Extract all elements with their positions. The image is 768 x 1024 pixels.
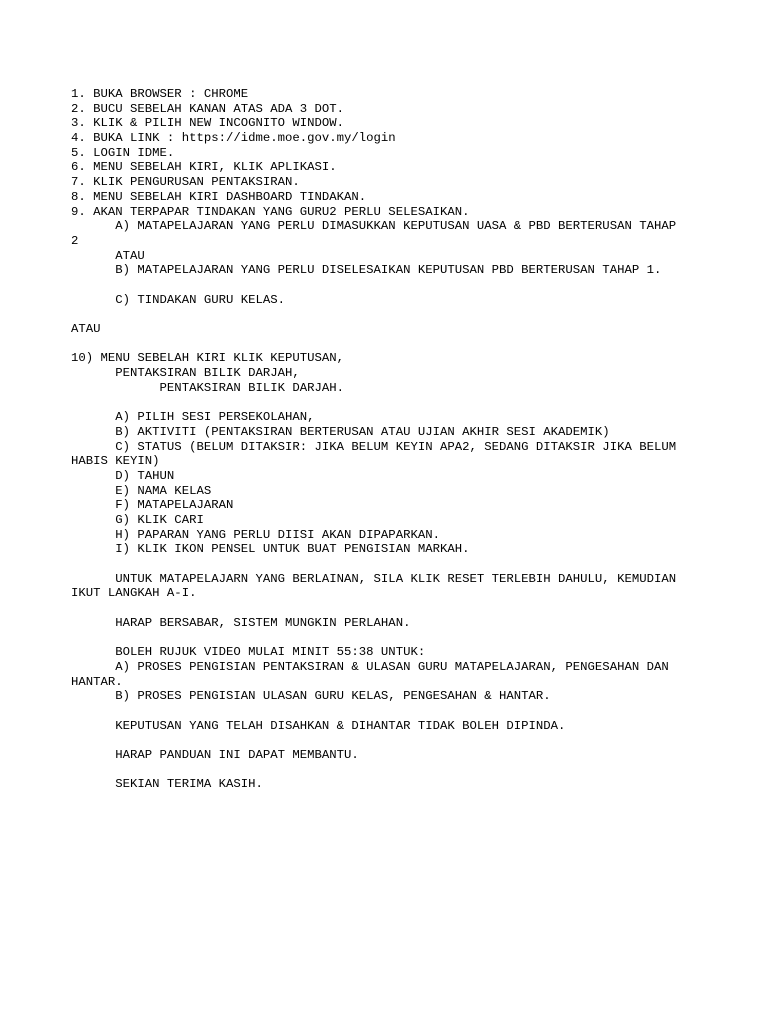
blank-line <box>71 337 711 352</box>
blank-line <box>71 557 711 572</box>
text-line: HANTAR. <box>71 674 123 689</box>
text-line: 9. AKAN TERPAPAR TINDAKAN YANG GURU2 PERLU SELESAIKAN. <box>71 204 470 219</box>
text-line: PENTAKSIRAN BILIK DARJAH, <box>71 366 300 381</box>
text-line: 8. MENU SEBELAH KIRI DASHBOARD TINDAKAN. <box>71 189 367 204</box>
text-line: B) PROSES PENGISIAN ULASAN GURU KELAS, PENGESAHAN & HANTAR. <box>71 689 551 704</box>
text-line: I) KLIK IKON PENSEL UNTUK BUAT PENGISIAN MARKAH. <box>71 542 470 557</box>
text-line: 4. BUKA LINK : https://idme.moe.gov.my/login <box>71 131 396 146</box>
text-line: BOLEH RUJUK VIDEO MULAI MINIT 55:38 UNTUK: <box>71 645 426 660</box>
text-line: 6. MENU SEBELAH KIRI, KLIK APLIKASI. <box>71 160 337 175</box>
text-line: C) STATUS (BELUM DITAKSIR: JIKA BELUM KEYIN APA2, SEDANG DITAKSIR JIKA BELUM <box>71 439 677 454</box>
text-line: A) PROSES PENGISIAN PENTAKSIRAN & ULASAN GURU MATAPELAJARAN, PENGESAHAN DAN <box>71 659 669 674</box>
text-line: B) AKTIVITI (PENTAKSIRAN BERTERUSAN ATAU UJIAN AKHIR SESI AKADEMIK) <box>71 424 610 439</box>
blank-line <box>71 278 711 293</box>
text-line: SEKIAN TERIMA KASIH. <box>71 777 263 792</box>
text-line: 2. BUCU SEBELAH KANAN ATAS ADA 3 DOT. <box>71 101 345 116</box>
text-line: E) NAMA KELAS <box>71 483 212 498</box>
text-line: HABIS KEYIN) <box>71 454 160 469</box>
text-line: ATAU <box>71 248 145 263</box>
blank-line <box>71 704 711 719</box>
blank-line <box>71 601 711 616</box>
blank-line <box>71 395 711 410</box>
text-line: HARAP BERSABAR, SISTEM MUNGKIN PERLAHAN. <box>71 615 411 630</box>
document-page <box>71 87 711 792</box>
text-line: 10) MENU SEBELAH KIRI KLIK KEPUTUSAN, <box>71 351 345 366</box>
text-line: PENTAKSIRAN BILIK DARJAH. <box>71 380 345 395</box>
text-line: A) MATAPELAJARAN YANG PERLU DIMASUKKAN KEPUTUSAN UASA & PBD BERTERUSAN TAHAP <box>71 219 677 234</box>
text-line: 1. BUKA BROWSER : CHROME <box>71 87 249 101</box>
text-line: 7. KLIK PENGURUSAN PENTAKSIRAN. <box>71 175 300 190</box>
text-line: A) PILIH SESI PERSEKOLAHAN, <box>71 410 315 425</box>
text-line: F) MATAPELAJARAN <box>71 498 234 513</box>
text-line: 3. KLIK & PILIH NEW INCOGNITO WINDOW. <box>71 116 345 131</box>
text-line: ATAU <box>71 322 101 336</box>
text-line: HARAP PANDUAN INI DAPAT MEMBANTU. <box>71 747 359 762</box>
text-line: C) TINDAKAN GURU KELAS. <box>71 292 286 307</box>
text-line: KEPUTUSAN YANG TELAH DISAHKAN & DIHANTAR TIDAK BOLEH DIPINDA. <box>71 718 566 733</box>
text-line: 2 <box>71 233 79 248</box>
blank-line <box>71 763 711 778</box>
text-line: UNTUK MATAPELAJARN YANG BERLAINAN, SILA KLIK RESET TERLEBIH DAHULU, KEMUDIAN <box>71 571 677 586</box>
text-line: 5. LOGIN IDME. <box>71 145 175 160</box>
blank-line <box>71 630 711 645</box>
text-line: B) MATAPELAJARAN YANG PERLU DISELESAIKAN KEPUTUSAN PBD BERTERUSAN TAHAP 1. <box>71 263 662 278</box>
text-line: D) TAHUN <box>71 468 175 483</box>
text-line: IKUT LANGKAH A-I. <box>71 586 197 601</box>
blank-line <box>71 733 711 748</box>
blank-line <box>71 307 711 322</box>
text-line: G) KLIK CARI <box>71 512 204 527</box>
text-line: H) PAPARAN YANG PERLU DIISI AKAN DIPAPARKAN. <box>71 527 440 542</box>
